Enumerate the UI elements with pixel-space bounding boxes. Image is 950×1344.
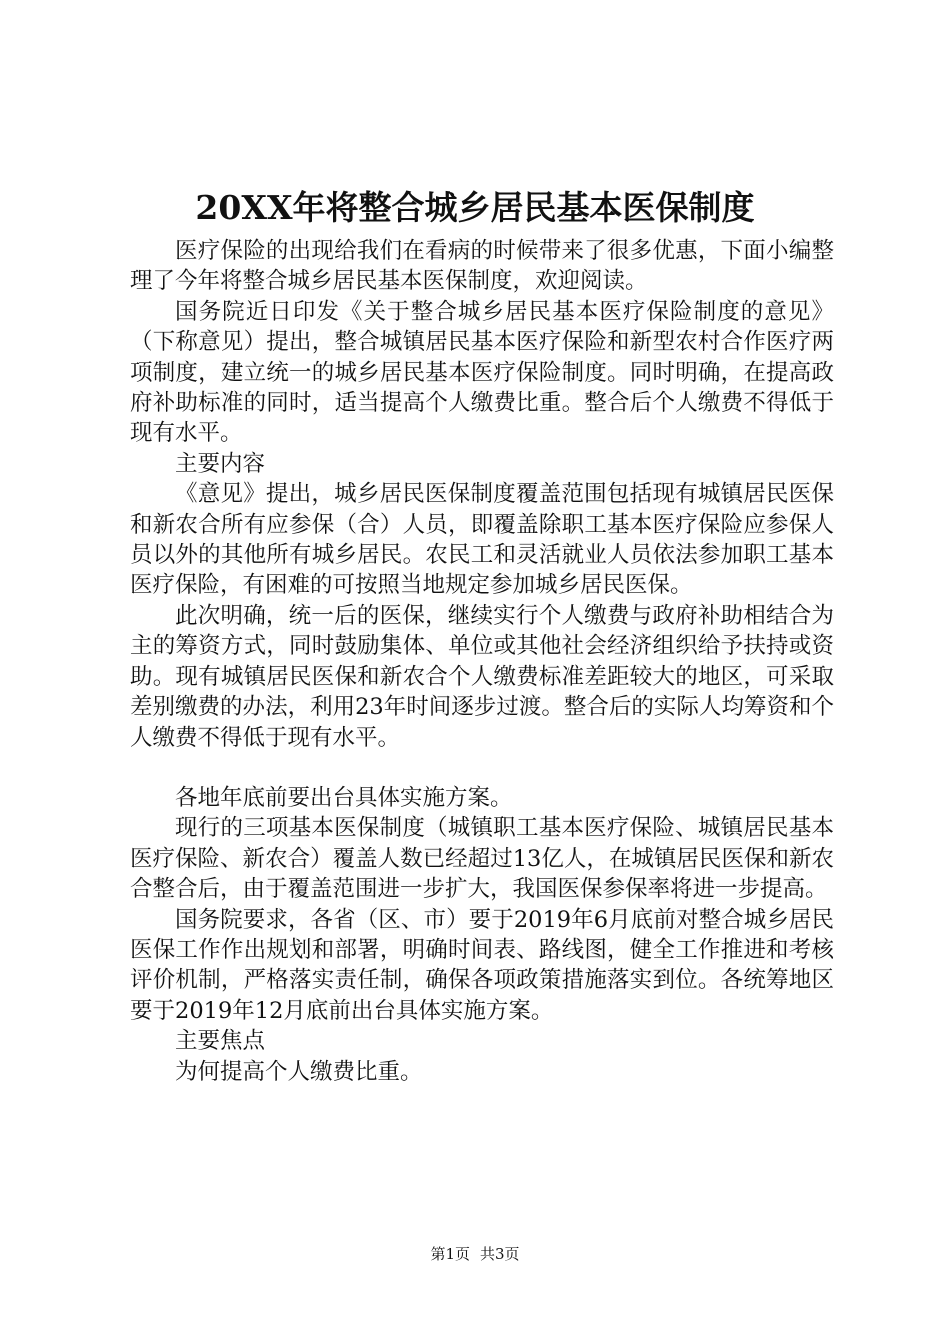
paragraph-requirements: 国务院要求，各省（区、市）要于2019年6月底前对整合城乡居民医保工作作出规划和部署，明确时间表、路线图，健全工作推进和考核评价机制，严格落实责任制，确保各项政策措施落实到位。各统筹地区要于2019年12月底前出台具体实施方案。 — [130, 906, 834, 1024]
section-heading-main-content: 主要内容 — [175, 450, 266, 477]
page-number: 第1页 — [430, 1245, 470, 1263]
section-heading-focus: 主要焦点 — [175, 1028, 266, 1055]
page-footer — [0, 1244, 950, 1264]
page-title: 20XX年将整合城乡居民基本医保制度 — [195, 188, 755, 227]
paragraph-announcement: 国务院近日印发《关于整合城乡居民基本医疗保险制度的意见》（下称意见）提出，整合城镇居民基本医疗保险和新型农村合作医疗两项制度，建立统一的城乡居民基本医疗保险制度。同时明确，在提高政府补助标准的同时，适当提高个人缴费比重。整合后个人缴费不得低于现有水平。 — [130, 298, 834, 447]
paragraph-question: 为何提高个人缴费比重。 — [175, 1058, 423, 1085]
paragraph-implementation: 各地年底前要出台具体实施方案。 — [175, 784, 513, 811]
page-total: 共3页 — [480, 1245, 520, 1263]
document-body — [130, 236, 834, 1087]
paragraph-coverage: 《意见》提出，城乡居民医保制度覆盖范围包括现有城镇居民医保和新农合所有应参保（合）人员，即覆盖除职工基本医疗保险应参保人员以外的其他所有城乡居民。农民工和灵活就业人员依法参加职工基本医疗保险，有困难的可按照当地规定参加城乡居民医保。 — [130, 481, 834, 599]
paragraph-current-system: 现行的三项基本医保制度（城镇职工基本医疗保险、城镇居民基本医疗保险、新农合）覆盖人数已经超过13亿人，在城镇居民医保和新农合整合后，由于覆盖范围进一步扩大，我国医保参保率将进一步提高。 — [130, 815, 834, 903]
intro-paragraph: 医疗保险的出现给我们在看病的时候带来了很多优惠，下面小编整理了今年将整合城乡居民基本医保制度，欢迎阅读。 — [130, 238, 834, 295]
paragraph-funding: 此次明确，统一后的医保，继续实行个人缴费与政府补助相结合为主的筹资方式，同时鼓励集体、单位或其他社会经济组织给予扶持或资助。现有城镇居民医保和新农合个人缴费标准差距较大的地区，可采取差别缴费的办法，利用23年时间逐步过渡。整合后的实际人均筹资和个人缴费不得低于现有水平。 — [130, 602, 834, 751]
